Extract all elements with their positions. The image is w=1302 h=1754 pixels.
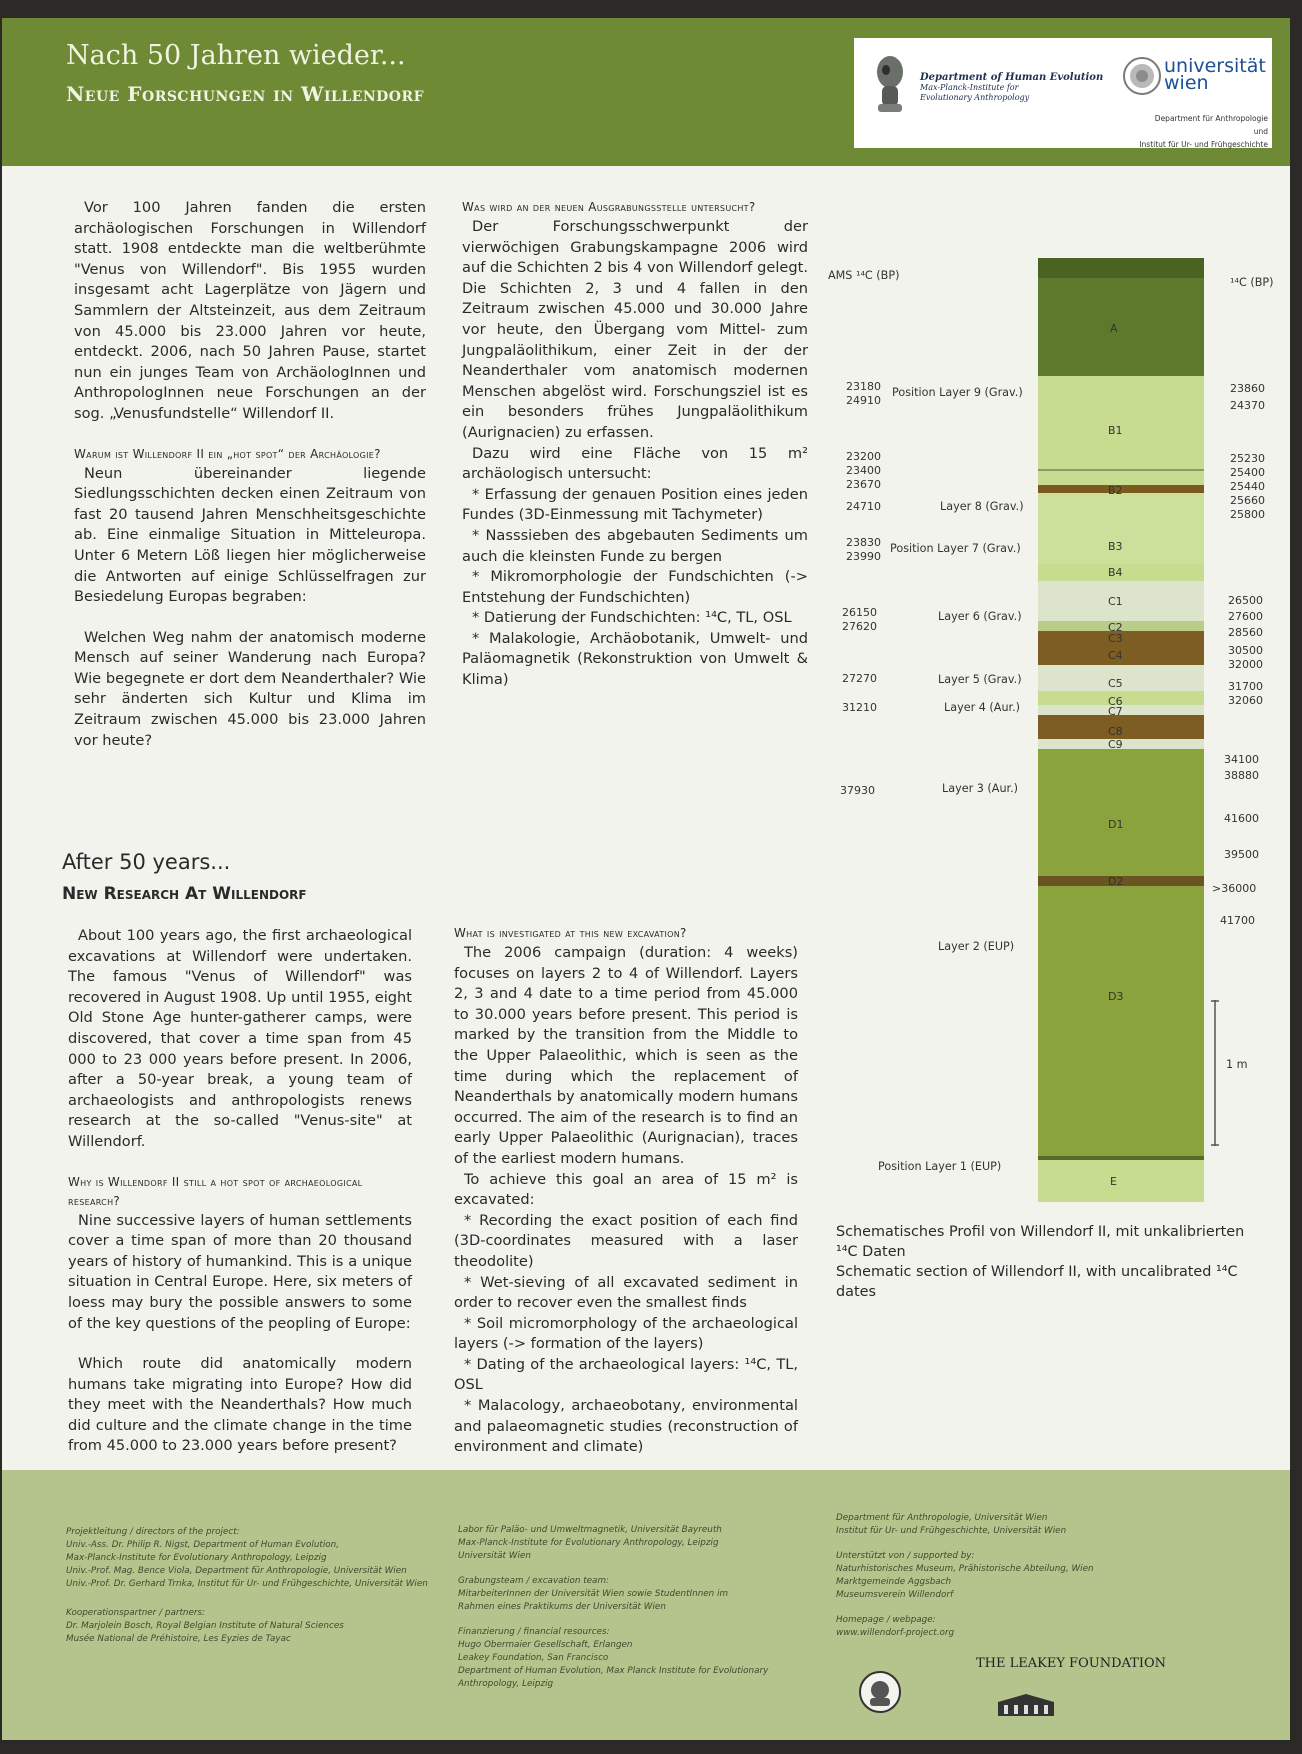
unit-D3: [1038, 886, 1204, 1158]
layer-label: Position Layer 1 (EUP): [878, 1160, 1002, 1173]
title-english: After 50 years...: [62, 850, 231, 874]
english-column-right: [454, 924, 798, 1458]
german-question1-heading: Warum ist Willendorf II ein „hot spot“ der Archäologie?: [74, 446, 381, 461]
profile-caption: [836, 1222, 1248, 1302]
c14-date: 41700: [1220, 914, 1255, 927]
german-method-list: [462, 485, 808, 691]
list-item: * Wet-sieving of all excavated sediment in order to recover even the smallest finds: [454, 1273, 798, 1312]
layer-label: Layer 8 (Grav.): [940, 500, 1024, 513]
unit-E: [1038, 1160, 1204, 1202]
stratigraphic-profile: [1038, 258, 1204, 1202]
list-item: * Malacology, archaeobotany, environmental and palaeomagnetic studies (reconstruction of environment and climate): [454, 1397, 798, 1456]
ams-date: 37930: [840, 784, 875, 797]
footer-line: Department für Anthropologie, Universität Wien: [836, 1513, 1048, 1523]
footer-line: Marktgemeinde Aggsbach: [836, 1577, 952, 1587]
title-german: Nach 50 Jahren wieder...: [66, 40, 406, 71]
footer-line: Museumsverein Willendorf: [836, 1590, 954, 1600]
mpi-line3: Evolutionary Anthropology: [920, 93, 1030, 102]
footer-line: Department of Human Evolution, Max Planck Institute for Evolutionary Anthropology, Leipzig: [458, 1666, 769, 1689]
mpi-line2: Max-Planck-Institute for: [920, 83, 1019, 92]
footer-line: MitarbeiterInnen der Universität Wien sowie StudentInnen im: [458, 1589, 729, 1599]
unit-label: B3: [1108, 540, 1123, 553]
english-intro: About 100 years ago, the first archaeological excavations at Willendorf were undertaken. The famous "Venus of Willendorf" was recovered in August 1908. Up until 1955, eight Old Stone Age hunter-gatherer camps, were discovered, that cover a time span from 45 000 to 23 000 years before present. In 2006, after a 50-year break, a young team of archaeologists and anthropologists renews research at the so-called "Venus-site" at Willendorf.: [68, 927, 412, 1150]
c14-date: 25230 25400 25440 25660 25800: [1230, 452, 1265, 521]
list-item: * Datierung der Fundschichten: ¹⁴C, TL, OSL: [472, 609, 792, 627]
university-seal-icon: [1122, 56, 1162, 96]
unit-label: C4: [1108, 649, 1123, 662]
c14-date: 31700 32060: [1228, 680, 1263, 707]
scale-bar-icon: [1210, 1000, 1220, 1146]
english-column-left: [68, 926, 412, 1457]
list-item: * Recording the exact position of each find (3D-coordinates measured with a laser theodolite): [454, 1211, 798, 1270]
unit-label: D3: [1108, 990, 1124, 1003]
subtitle-english: New Research At Willendorf: [62, 884, 307, 904]
ams-date: 23180 24910: [846, 380, 881, 407]
footer-line: Max-Planck-Institute for Evolutionary Anthropology, Leipzig: [66, 1553, 327, 1563]
footer-column-1: [66, 1526, 438, 1646]
german-intro: Vor 100 Jahren fanden die ersten archäologischen Forschungen in Willendorf statt. 1908 entdeckte man die weltberühmte "Venus von Willendorf". Bis 1955 wurden insgesamt acht Lagerplätze von Jägern und Sammlern der Altsteinzeit, aus dem Zeitraum von 45.000 bis 23.000 Jahren vor heute, entdeckt. 2006, nach 50 Jahren Pause, startet nun ein junges Team von ArchäologInnen und AnthropologInnen neue Forschungen an der sog. „Venusfundstelle“ Willendorf II.: [74, 199, 426, 422]
ams-date: 31210: [842, 701, 877, 714]
footer-line: Universität Wien: [458, 1551, 531, 1561]
footer-line: Projektleitung / directors of the project:: [66, 1527, 240, 1537]
c14-date: 23860 24370: [1230, 382, 1265, 412]
mpi-line1: Department of Human Evolution: [920, 72, 1104, 83]
information-board: [2, 18, 1290, 1740]
footer-column-2: [458, 1524, 814, 1691]
unit-label: B2: [1108, 484, 1123, 497]
layer-label: Layer 4 (Aur.): [944, 701, 1021, 714]
c14-date: 34100 38880: [1224, 753, 1259, 782]
unit-label: E: [1110, 1175, 1117, 1188]
english-key-questions: Which route did anatomically modern humans take migrating into Europe? How did they meet with the Neanderthals? How much did culture and the climate change in the time from 45.000 to 23.000 years before present?: [68, 1355, 412, 1455]
german-question2-text: Der Forschungsschwerpunkt der vierwöchigen Grabungskampagne 2006 wird auf die Schichten 2 bis 4 von Willendorf gelegt. Die Schichten 2, 3 und 4 fallen in den Zeitraum zwischen 45.000 und 30.000 Jahre vor heute, den Übergang vom Mittel- zum Jungpaläolithikum, einer Zeit in der der Neanderthaler vom anatomisch modernen Menschen abgelöst wird. Forschungsziel ist es ein besonders frühes Jungpaläolithikum (Aurignacien) zu erfassen.: [462, 218, 808, 441]
footer-line: Grabungsteam / excavation team:: [458, 1576, 609, 1586]
footer-line: Unterstützt von / supported by:: [836, 1551, 975, 1561]
mpi-logo-text: [920, 72, 1120, 103]
scale-label: 1 m: [1226, 1058, 1248, 1071]
footer-line: Homepage / webpage:: [836, 1615, 936, 1625]
logo-panel: [854, 38, 1272, 148]
society-seal-icon: [858, 1670, 902, 1714]
english-question1-text: Nine successive layers of human settlements cover a time span of more than 20 thousand years of history of humankind. This is a unique situation in Central Europe. Here, six meters of loess may bury the possible answers to some of the key questions of the peopling of Europe:: [68, 1211, 412, 1332]
ams-date: 27270: [842, 672, 877, 685]
list-item: * Erfassung der genauen Position eines jeden Fundes (3D-Einmessung mit Tachymeter): [462, 485, 808, 524]
footer-line: Kooperationspartner / partners:: [66, 1608, 206, 1618]
footer-line: Univ.-Prof. Dr. Gerhard Trnka, Institut für Ur- und Frühgeschichte, Universität Wien: [66, 1579, 428, 1589]
unit-label: B4: [1108, 566, 1123, 579]
list-item: * Nasssieben des abgebauten Sediments um auch die kleinsten Funde zu bergen: [462, 526, 808, 565]
unit-label: C6: [1108, 695, 1123, 708]
ams-date: 23200 23400 23670: [846, 450, 881, 491]
c14-date: 39500: [1224, 848, 1259, 861]
ams-date: 23830 23990: [846, 536, 881, 563]
unit-label: C9: [1108, 738, 1123, 751]
german-question2-heading: Was wird an der neuen Ausgrabungsstelle untersucht?: [462, 200, 756, 214]
building-icon: [996, 1694, 1056, 1716]
unit-label: C8: [1108, 725, 1123, 738]
unit-label: D1: [1108, 818, 1124, 831]
unit-label: C2: [1108, 621, 1123, 634]
footer-line: Musée National de Préhistoire, Les Eyzies de Tayac: [66, 1634, 291, 1644]
footer-column-3: [836, 1512, 1176, 1640]
unit-label: C1: [1108, 595, 1123, 608]
c14-date: 26500 27600 28560: [1228, 594, 1263, 639]
german-question1-text: Neun übereinander liegende Siedlungsschichten decken einen Zeitraum von fast 20 tausend Jahren Menschheitsgeschichte ab. Eine einmalige Situation in Mitteleuropa. Unter 6 Metern Löß liegen hier möglicherweise die Antworten auf einige Schlüsselfragen zur Besiedelung Europas begraben:: [74, 464, 426, 606]
c14-date: 30500 32000: [1228, 644, 1263, 671]
layer-label: Position Layer 7 (Grav.): [890, 542, 1021, 555]
c14-date: 41600: [1224, 812, 1259, 825]
unit-label: D2: [1108, 875, 1124, 888]
footer-line: Finanzierung / financial resources:: [458, 1627, 610, 1637]
english-question1-heading: Why is Willendorf II still a hot spot of archaeological research?: [68, 1174, 363, 1208]
layer-label: Position Layer 9 (Grav.): [892, 386, 1023, 399]
caption-german: Schematisches Profil von Willendorf II, mit unkalibrierten ¹⁴C Daten: [836, 1224, 1245, 1260]
header-banner: [2, 18, 1290, 166]
german-column-left: [74, 198, 426, 751]
c14-date: >36000: [1212, 882, 1257, 895]
university-department: [1104, 112, 1268, 151]
english-question2-text2: To achieve this goal an area of 15 m² is excavated:: [454, 1170, 798, 1209]
ams-date: 26150 27620: [842, 606, 877, 633]
caption-english: Schematic section of Willendorf II, with uncalibrated ¹⁴C dates: [836, 1264, 1238, 1300]
german-key-questions: Welchen Weg nahm der anatomisch moderne Mensch auf seiner Wanderung nach Europa? Wie begegnete er dort dem Neanderthaler? Wie sehr änderten sich Kultur und Klima im Zeitraum zwischen 45.000 bis 23.000 Jahren vor heute?: [74, 628, 426, 749]
layer-label: Layer 5 (Grav.): [938, 673, 1022, 686]
footer-line: www.willendorf-project.org: [836, 1628, 955, 1638]
layer-label: Layer 3 (Aur.): [942, 782, 1019, 795]
uni-dept-line3: Institut für Ur- und Frühgeschichte: [1139, 140, 1268, 149]
footer-line: Univ.-Prof. Mag. Bence Viola, Department für Anthropologie, Universität Wien: [66, 1566, 407, 1576]
unit-label: B1: [1108, 424, 1123, 437]
list-item: * Dating of the archaeological layers: ¹⁴C, TL, OSL: [454, 1355, 798, 1394]
english-question2-heading: What is investigated at this new excavation?: [454, 926, 687, 940]
profile-left-header: AMS ¹⁴C (BP): [828, 269, 900, 282]
footer-line: Dr. Marjolein Bosch, Royal Belgian Institute of Natural Sciences: [66, 1621, 344, 1631]
unit-label: C3: [1108, 632, 1123, 645]
unit-label: C7: [1108, 705, 1123, 718]
english-question2-text: The 2006 campaign (duration: 4 weeks) focuses on layers 2 to 4 of Willendorf. Layers 2, 3 and 4 date to a time period from 45.000 to 30.000 years before present. This period is marked by the transition from the Middle to the Upper Palaeolithic, which is seen as the time during which the replacement of Neanderthals by anatomically modern humans occurred. The aim of the research is to find an early Upper Palaeolithic (Aurignacian), traces of the earliest modern humans.: [454, 944, 798, 1167]
mpi-skull-icon: [874, 52, 906, 114]
unit-D1: [1038, 749, 1204, 879]
uni-dept-line1: Department für Anthropologie: [1154, 114, 1268, 123]
footer-line: Naturhistorisches Museum, Prähistorische Abteilung, Wien: [836, 1564, 1094, 1574]
list-item: * Soil micromorphology of the archaeological layers (-> formation of the layers): [454, 1314, 798, 1353]
leakey-foundation-logo: THE LEAKEY FOUNDATION: [976, 1656, 1167, 1671]
english-method-list: [454, 1211, 798, 1458]
footer-line: Hugo Obermaier Gesellschaft, Erlangen: [458, 1640, 633, 1650]
uni-dept-line2: und: [1253, 127, 1268, 136]
layer-label: Layer 2 (EUP): [938, 940, 1015, 953]
german-column-right: [462, 198, 808, 691]
list-item: * Malakologie, Archäobotanik, Umwelt- und Paläomagnetik (Rekonstruktion von Umwelt & Klima): [462, 629, 808, 689]
footer-line: Labor für Paläo- und Umweltmagnetik, Universität Bayreuth: [458, 1525, 722, 1535]
german-question2-text2: Dazu wird eine Fläche von 15 m² archäologisch untersucht:: [462, 444, 808, 483]
layer-label: Layer 6 (Grav.): [938, 610, 1022, 623]
footer-line: Leakey Foundation, San Francisco: [458, 1653, 609, 1663]
unit-label: C5: [1108, 677, 1123, 690]
subtitle-german: Neue Forschungen in Willendorf: [66, 82, 425, 106]
list-item: * Mikromorphologie der Fundschichten (-> Entstehung der Fundschichten): [462, 568, 808, 606]
footer-line: Rahmen eines Praktikums der Universität Wien: [458, 1602, 666, 1612]
profile-right-header: ¹⁴C (BP): [1230, 276, 1274, 289]
university-name: universität wien: [1164, 55, 1266, 94]
footer-line: Univ.-Ass. Dr. Philip R. Nigst, Department of Human Evolution,: [66, 1540, 340, 1550]
footer-line: Max-Planck-Institute for Evolutionary Anthropology, Leipzig: [458, 1538, 719, 1548]
ams-date: 24710: [846, 500, 881, 513]
footer-line: Institut für Ur- und Frühgeschichte, Universität Wien: [836, 1526, 1067, 1536]
unit-label: A: [1110, 322, 1118, 335]
